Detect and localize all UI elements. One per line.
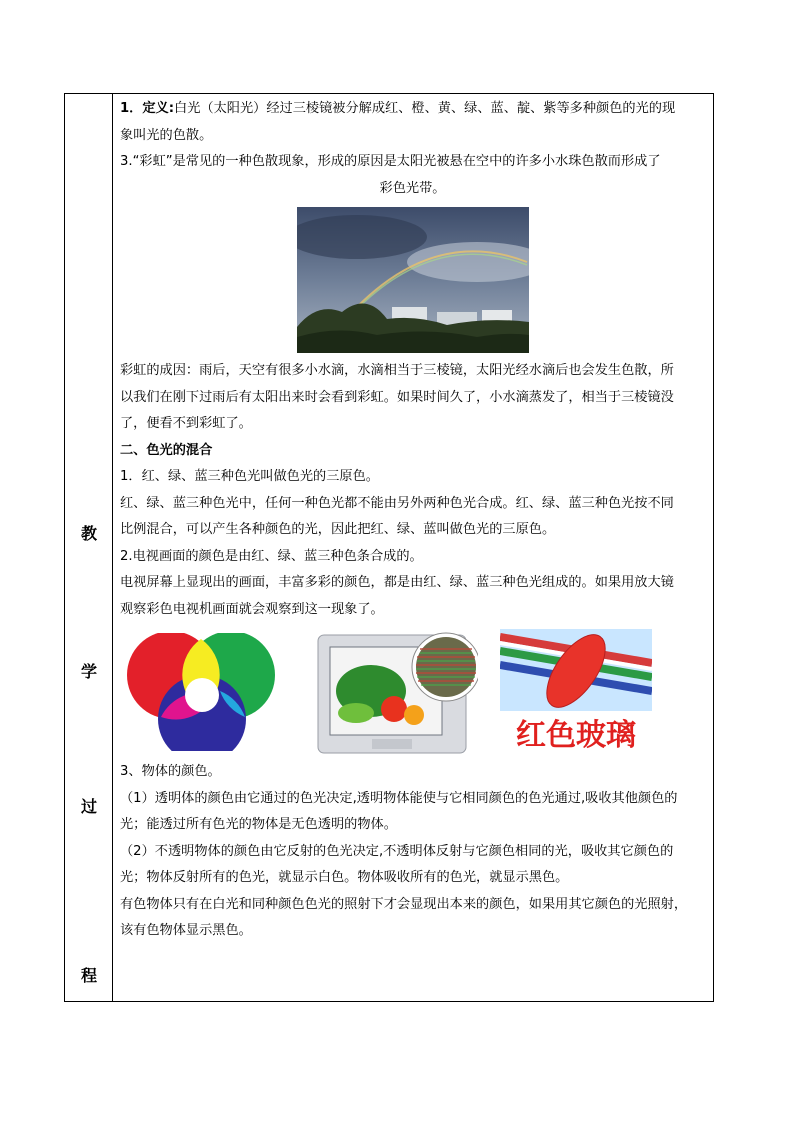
primary-colors-line-2: 比例混合，可以产生各种颜色的光，因此把红、绿、蓝叫做色光的三原色。 <box>120 522 556 537</box>
rgb-venn-diagram <box>125 633 305 751</box>
object-color-title: 3、物体的颜色。 <box>120 764 221 779</box>
red-glass-illustration <box>500 629 652 753</box>
primary-colors-title: 1．红、绿、蓝三种色光叫做色光的三原色。 <box>120 469 379 484</box>
side-char-1: 教 <box>80 524 97 543</box>
red-glass-picture <box>500 629 652 711</box>
section-heading: 二、色光的混合 <box>120 442 213 458</box>
definition-line-2: 象叫光的色散。 <box>120 127 213 143</box>
illustration-row <box>120 629 705 761</box>
transparent-line-1: （1）透明体的颜色由它通过的色光决定,透明物体能使与它相同颜色的色光通过,吸收其他颜色的 <box>120 790 678 806</box>
tv-title: 2.电视画面的颜色是由红、绿、蓝三种色条合成的。 <box>120 548 423 564</box>
opaque-line-1: （2）不透明物体的颜色由它反射的色光决定,不透明体反射与它颜色相同的光，吸收其它颜色的 <box>120 843 674 859</box>
rainbow-cause-line-2: 以我们在刚下过雨后有太阳出来时会看到彩虹。如果时间久了，小水滴蒸发了，相当于三棱镜没 <box>120 389 674 405</box>
rainbow-line-1: 3.“彩虹”是常见的一种色散现象，形成的原因是太阳光被悬在空中的许多小水珠色散而形成了 <box>120 154 661 169</box>
opaque-line-2: 光；物体反射所有的色光，就显示白色。物体吸收所有的色光，就显示黑色。 <box>120 870 569 885</box>
colored-object-line-2: 该有色物体显示黑色。 <box>120 923 252 938</box>
lesson-table <box>64 93 714 1002</box>
rainbow-cause-line-1: 彩虹的成因：雨后，天空有很多小水滴，水滴相当于三棱镜，太阳光经水滴后也会发生色散，所 <box>120 363 674 378</box>
rainbow-photo <box>297 207 529 353</box>
rainbow-line-2: 彩色光带。 <box>379 180 446 196</box>
definition-text: 白光（太阳光）经过三棱镜被分解成红、橙、黄、绿、蓝、靛、紫等多种颜色的光的现 <box>174 101 676 116</box>
transparent-line-2: 光；能透过所有色光的物体是无色透明的物体。 <box>120 817 397 832</box>
definition-line-1 <box>120 96 705 123</box>
red-glass-caption: 红色玻璃 <box>516 718 636 753</box>
tv-illustration <box>316 629 478 759</box>
rgb-stripes-magnified <box>416 637 476 697</box>
tv-line-1: 电视屏幕上显现出的画面，丰富多彩的颜色，都是由红、绿、蓝三种色光组成的。如果用放大镜 <box>120 575 674 590</box>
side-char-3: 过 <box>80 797 97 816</box>
rainbow-cause-line-3: 了，便看不到彩虹了。 <box>120 416 252 431</box>
content-cell <box>113 94 713 1001</box>
colored-object-line-1: 有色物体只有在白光和同种颜色色光的照射下才会显现出本来的颜色，如果用其它颜色的光照射， <box>120 896 688 912</box>
tv-line-2: 观察彩色电视机画面就会观察到这一现象了。 <box>120 601 384 617</box>
definition-label: 1．定义: <box>120 101 175 116</box>
side-char-2: 学 <box>80 662 97 681</box>
side-column <box>65 94 113 1001</box>
primary-colors-line-1: 红、绿、蓝三种色光中，任何一种色光都不能由另外两种色光合成。红、绿、蓝三种色光按不同 <box>120 495 674 511</box>
side-char-4: 程 <box>80 966 97 985</box>
